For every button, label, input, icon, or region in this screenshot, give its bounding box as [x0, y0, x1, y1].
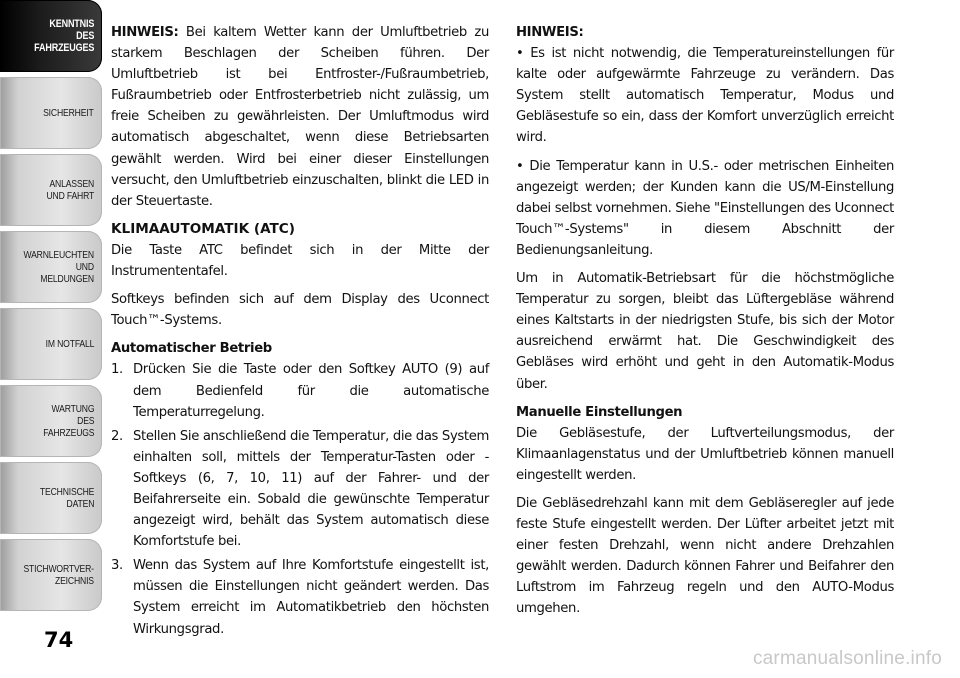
list-item	[111, 555, 489, 639]
section-heading-klimaautomatik: KLIMAAUTOMATIK (ATC)	[111, 220, 295, 237]
chapter-tabs-sidebar	[0, 0, 102, 620]
hinweis-note	[111, 22, 489, 212]
paragraph-atc: Die Taste ATC befindet sich in der Mitte der Instrumententafel.	[111, 242, 489, 280]
tab-wartung-des-fahrzeugs[interactable]	[0, 385, 102, 457]
step-text: Wenn das System auf Ihre Komfortstufe eingestellt ist, müssen die Einstellungen nicht geändert werden. Das System erreicht im Automatikbetrieb den höchsten Wirkungsgrad.	[133, 558, 489, 637]
watermark: carmanualsonline.info	[752, 648, 942, 669]
tab-label: STICHWORTVER- ZEICHNIS	[23, 563, 94, 587]
steps-list	[111, 359, 489, 639]
list-item	[111, 359, 489, 422]
subheading-manuelle-einstellungen: Manuelle Einstellungen	[516, 404, 683, 420]
tab-kenntnis-des-fahrzeuges[interactable]	[0, 0, 102, 72]
bullet-item: • Es ist nicht notwendig, die Temperatureinstellungen für kalte oder aufgewärmte Fahrzeuge zu verändern. Das System stellt automatisch Temperatur, Modus und Gebläsestufe so ein, dass der Komfort unverzüglich erreicht wird.	[516, 46, 894, 146]
left-column	[111, 22, 489, 643]
right-column	[516, 22, 894, 627]
tab-label: WARTUNG DES FAHRZEUGS	[42, 403, 94, 439]
step-number: 1.	[111, 362, 123, 378]
paragraph-manual: Die Gebläsestufe, der Luftverteilungsmodus, der Klimaanlagenstatus und der Umluftbetrieb können manuell eingestellt werden.	[516, 425, 894, 483]
tab-label: KENNTNIS DES FAHRZEUGES	[33, 18, 94, 54]
paragraph-auto-mode: Um in Automatik-Betriebsart für die höchstmögliche Temperatur zu sorgen, bleibt das Lüftergebläse während eines Kaltstarts in der niedrigsten Stufe, bis sich der Motor ausreichend erwärmt hat. Die Geschwindigkeit des Gebläses wird erhöht und geht in den Automatik-Modus über.	[516, 271, 894, 392]
tab-warnleuchten-und-meldungen[interactable]	[0, 231, 102, 303]
paragraph-blower: Die Gebläsedrehzahl kann mit dem Gebläseregler auf jede feste Stufe eingestellt werden. Der Lüfter arbeitet jetzt mit einer festen Drehzahl, wenn nicht andere Drehzahlen gewählt werden. Dadurch können Fahrer und Beifahrer den Luftstrom im Fahrzeug regeln und den AUTO-Modus umgehen.	[516, 495, 894, 617]
step-number: 2.	[111, 428, 123, 444]
tab-sicherheit[interactable]	[0, 77, 102, 149]
step-text: Drücken Sie die Taste oder den Softkey AUTO (9) auf dem Bedienfeld für die automatische Temperaturregelung.	[133, 362, 489, 420]
list-item	[111, 426, 489, 553]
hinweis-label: HINWEIS:	[111, 25, 179, 40]
tab-label: WARNLEUCHTEN UND MELDUNGEN	[23, 249, 94, 285]
tab-label: SICHERHEIT	[43, 107, 94, 119]
tab-anlassen-und-fahrt[interactable]	[0, 154, 102, 226]
step-text: Stellen Sie anschließend die Temperatur, die das System einhalten soll, mittels der Temperatur-Tasten oder -Softkeys (6, 7, 10, 11) auf der Fahrer- und der Beifahrerseite ein. Sobald die gewünschte Temperatur angezeigt wird, behält das System automatisch diese Komfortstufe bei.	[133, 428, 489, 550]
paragraph-softkeys: Softkeys befinden sich auf dem Display des Uconnect Touch™-Systems.	[111, 292, 489, 329]
tab-technische-daten[interactable]	[0, 462, 102, 534]
subheading-automatischer-betrieb: Automatischer Betrieb	[111, 341, 272, 357]
tab-label: TECHNISCHE DATEN	[39, 486, 94, 510]
hinweis-text: Bei kaltem Wetter kann der Umluftbetrieb zu starkem Beschlagen der Scheiben führen. Der Umluftbetrieb ist bei Entfroster-/Fußraumbetrieb, Fußraumbetrieb oder Entfrosterbetrieb nicht zulässig, um freie Scheiben zu gewährleisten. Der Umluftmodus wird automatisch abgeschaltet, wenn diese Betriebsarten gewählt werden. Wird bei einer dieser Einstellungen versucht, den Umluftbetrieb einzuschalten, blinkt die LED in der Steuertaste.	[111, 25, 489, 209]
hinweis-heading: HINWEIS:	[516, 25, 584, 40]
step-number: 3.	[111, 558, 123, 574]
tab-stichwortverzeichnis[interactable]	[0, 539, 102, 611]
page-number: 74	[44, 628, 74, 652]
tab-label: ANLASSEN UND FAHRT	[46, 178, 94, 202]
bullet-item: • Die Temperatur kann in U.S.- oder metrischen Einheiten angezeigt werden; der Kunden kann die US/M-Einstellung dabei selbst vornehmen. Siehe "Einstellungen des Uconnect Touch™-Systems" in diesem Abschnitt der Bedienungsanleitung.	[516, 158, 894, 258]
tab-label: IM NOTFALL	[45, 338, 94, 350]
tab-im-notfall[interactable]	[0, 308, 102, 380]
